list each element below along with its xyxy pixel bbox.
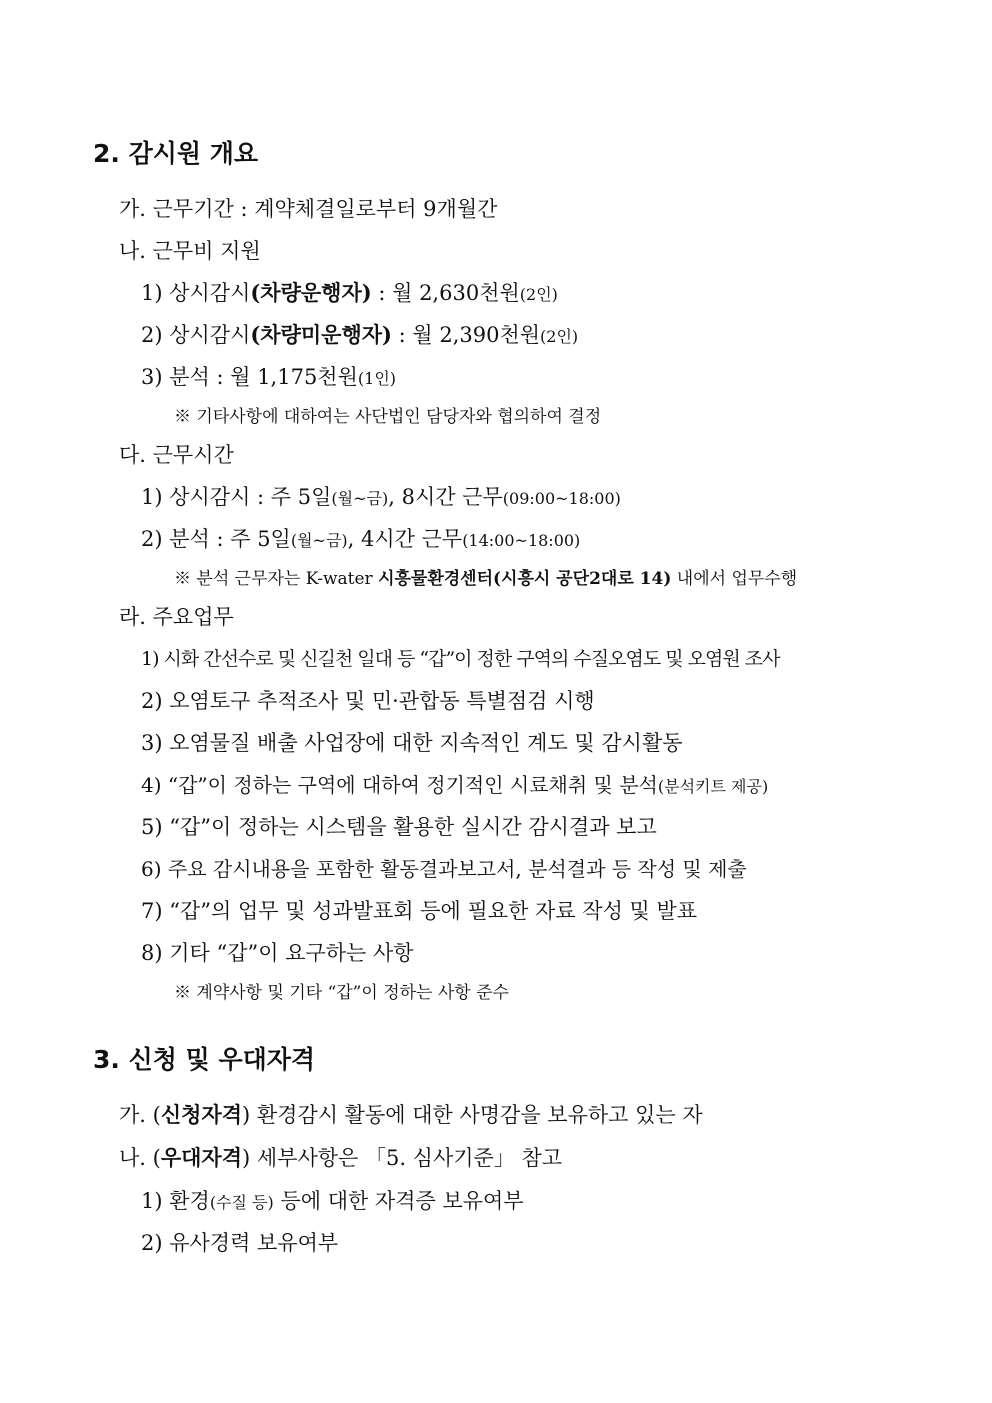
duty-note: ※ 계약사항 및 기타 “갑”이 정하는 사항 준수	[174, 983, 509, 1003]
duty-item-7: 7) “갑”의 업무 및 성과발표회 등에 필요한 자료 작성 및 발표	[141, 899, 698, 923]
duty-item-6: 6) 주요 감시내용을 포함한 활동결과보고서, 분석결과 등 작성 및 제출	[141, 857, 747, 881]
duty-item-3: 3) 오염물질 배출 사업장에 대한 지속적인 계도 및 감시활동	[141, 731, 683, 755]
qualification-preferred: 나. (우대자격) 세부사항은 「5. 심사기준」 참고	[119, 1145, 563, 1170]
qualification-required: 가. (신청자격) 환경감시 활동에 대한 사명감을 보유하고 있는 자	[119, 1102, 703, 1127]
pay-item-3: 3) 분석 : 월 1,175천원(1인)	[141, 365, 397, 389]
pay-heading: 나. 근무비 지원	[119, 239, 261, 263]
duty-item-2: 2) 오염토구 추적조사 및 민·관합동 특별점검 시행	[141, 689, 595, 713]
section2-title: 2. 감시원 개요	[93, 139, 259, 168]
pay-note: ※ 기타사항에 대하여는 사단법인 담당자와 협의하여 결정	[174, 407, 602, 427]
preferred-item-2: 2) 유사경력 보유여부	[141, 1231, 339, 1255]
hours-item-1: 1) 상시감시 : 주 5일(월~금), 8시간 근무(09:00~18:00)	[141, 485, 621, 509]
duty-item-1: 1) 시화 간선수로 및 신길천 일대 등 “갑”이 정한 구역의 수질오염도 및 오염원 조사	[141, 648, 780, 670]
duty-item-4: 4) “갑”이 정하는 구역에 대하여 정기적인 시료채취 및 분석(분석키트 제공)	[141, 773, 769, 797]
duties-heading: 라. 주요업무	[119, 605, 234, 629]
duty-item-5: 5) “갑”이 정하는 시스템을 활용한 실시간 감시결과 보고	[141, 815, 657, 839]
work-period: 가. 근무기간 : 계약체결일로부터 9개월간	[119, 197, 498, 221]
section3-title: 3. 신청 및 우대자격	[93, 1045, 316, 1074]
pay-item-1: 1) 상시감시(차량운행자) : 월 2,630천원(2인)	[141, 280, 558, 305]
duty-item-8: 8) 기타 “갑”이 요구하는 사항	[141, 941, 414, 965]
preferred-item-1: 1) 환경(수질 등) 등에 대한 자격증 보유여부	[141, 1189, 524, 1213]
hours-note: ※ 분석 근무자는 K-water 시흥물환경센터(시흥시 공단2대로 14) 내에서 업무수행	[174, 569, 798, 589]
hours-heading: 다. 근무시간	[119, 443, 234, 467]
hours-item-2: 2) 분석 : 주 5일(월~금), 4시간 근무(14:00~18:00)	[141, 527, 581, 551]
pay-item-2: 2) 상시감시(차량미운행자) : 월 2,390천원(2인)	[141, 322, 579, 347]
